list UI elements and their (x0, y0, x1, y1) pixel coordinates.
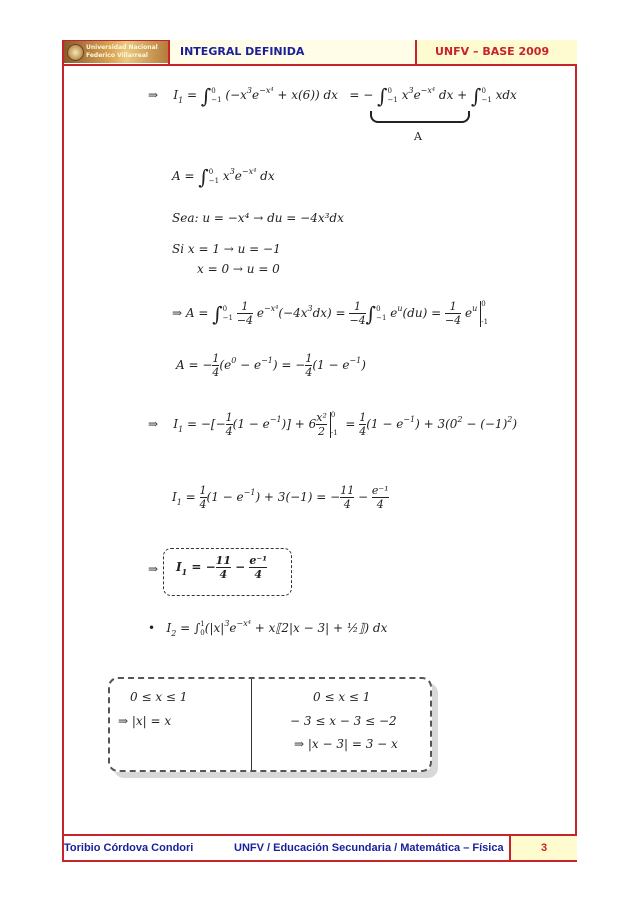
header-course: UNFV – BASE 2009 (417, 40, 577, 64)
seal-icon (67, 44, 84, 61)
footer-author: Toribio Córdova Condori (64, 842, 194, 854)
eq-limits-2: x = 0 → u = 0 (197, 262, 280, 276)
page-header (62, 40, 577, 64)
case-right-3: ⇒ |x − 3| = 3 − x (294, 737, 398, 751)
underbrace (370, 111, 470, 123)
case-right-1: 0 ≤ x ≤ 1 (313, 690, 371, 704)
case-right-2: − 3 ≤ x − 3 ≤ −2 (290, 714, 397, 728)
eq-i1-expansion: ⇒ $I_1 = \int 0$ −1 $(-x^3e^{-x^4} + x(6))$ dx = − ∫0 −1 $x^3e^{-x^4}$ dx + ∫0 −1 xdx (148, 84, 517, 108)
eq-limits-1: Si x = 1 → u = −1 (172, 242, 281, 256)
eq-i2: • $I_2 = \int 1$ $0(|x|^3e^{-x^4}$ + x⟦2|x − 3| + ½⟧) dx (148, 619, 388, 638)
header-divider (62, 64, 577, 66)
university-logo (64, 41, 168, 63)
case-left-2: ⇒ |x| = x (118, 714, 172, 728)
eq-a-definition: A = ∫0 −1 $x^3e^{-x^4}$ dx (172, 165, 275, 189)
cases-divider (251, 679, 252, 770)
header-title: INTEGRAL DEFINIDA (168, 40, 417, 64)
eq-i1-simplified: $I_1$ = $\frac{1}{4}$ $(1 - e^{-1}) + 3(-1)$ = − $\frac{11}{4}$ − $\frac{\text{e⁻¹}}{4}$ (172, 484, 389, 511)
page-number: 3 (511, 836, 577, 860)
page-footer (62, 834, 577, 860)
eq-i1-final: $I_1$ = − $\frac{11}{4}$ − $\frac{\text{e⁻¹}}{4}$ (176, 554, 268, 581)
arrow-result: ⇒ (148, 562, 159, 576)
logo-line-2: Federico Villarreal (86, 52, 148, 59)
footer-course: UNFV / Educación Secundaria / Matemática – Física (214, 836, 511, 860)
eq-substitution: Sea: u = −x⁴ → du = −4x³dx (172, 211, 344, 225)
case-left-1: 0 ≤ x ≤ 1 (130, 690, 188, 704)
brace-label: A (414, 130, 422, 143)
logo-line-1: Universidad Nacional (86, 44, 158, 51)
eq-i1-combined: ⇒ $I_1$ = −[− $\frac{1}{4}$ $(1 - e^{-1})] + 6$ $\frac{\text{x²}}{2}$ 0 -1 = $\frac{1}{4}$ $(1 - e^{-1}) + 3(0^2 - (-1)^2)$ (148, 411, 518, 438)
eq-a-substituted: ⇒ A = ∫0 −1 $\frac{1}{-4}$ $e^{-x^4}(-4x^3dx)$ = $\frac{1}{-4}$ ∫0 −1 $e^u(du)$ = $\frac{1}{-4}$ $e^u$ 0 -1 (172, 300, 489, 327)
eq-a-result: A = − $\frac{1}{4}$ $(e^0 - e^{-1})$ = − $\frac{1}{4}$ $(1 - e^{-1})$ (176, 352, 366, 379)
